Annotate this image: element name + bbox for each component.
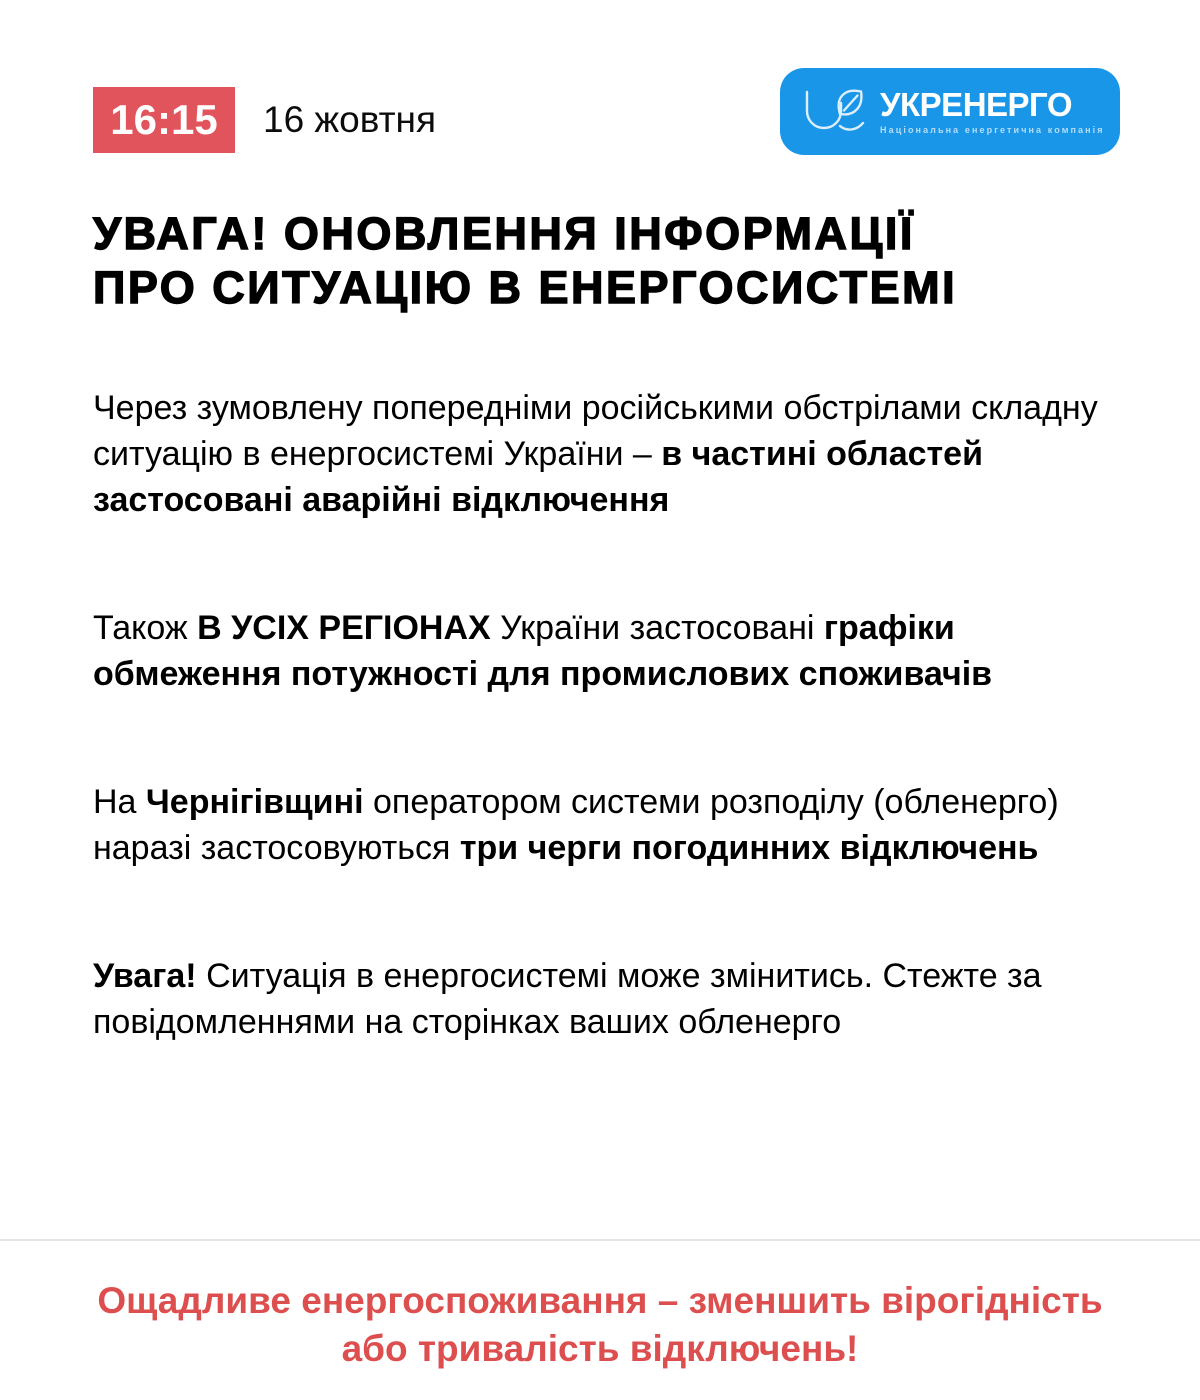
page-title-line2: ПРО СИТУАЦІЮ В ЕНЕРГОСИСТЕМІ — [93, 262, 958, 313]
header — [0, 0, 1200, 155]
footer-message-line1: Ощадливе енергоспоживання – зменшить вірогідність — [97, 1280, 1103, 1321]
time-date-group — [93, 87, 436, 153]
time-badge: 16:15 — [93, 87, 235, 153]
paragraph-industrial-limits: Також В УСІХ РЕГІОНАХ України застосовані графіки обмеження потужності для промислових споживачів — [93, 609, 993, 693]
paragraph-follow-updates: Увага! Ситуація в енергосистемі може змінитись. Стежте за повідомленнями на сторінках ваших обленерго — [93, 957, 1042, 1041]
footer — [0, 1239, 1200, 1373]
page-title-line1: УВАГА! ОНОВЛЕННЯ ІНФОРМАЦІЇ — [93, 208, 915, 259]
paragraph-emergency-outages: Через зумовлену попередніми російськими обстрілами складну ситуацію в енергосистемі України – в частині областей застосовані аварійні відключення — [93, 389, 1098, 519]
logo-textblock — [880, 88, 1105, 135]
page-title — [93, 207, 1200, 315]
ukrenergo-logo — [780, 68, 1120, 155]
date-label: 16 жовтня — [263, 99, 437, 140]
ukrenergo-leaf-u-icon — [798, 83, 872, 141]
announcement-body — [93, 385, 1107, 1045]
logo-tagline: Національна енергетична компанія — [880, 125, 1105, 135]
footer-message — [0, 1277, 1200, 1373]
divider — [0, 1239, 1200, 1241]
logo-name: УКРЕНЕРГО — [880, 86, 1072, 123]
paragraph-chernihiv-queues: На Чернігівщині оператором системи розподілу (обленерго) наразі застосовуються три черги погодинних відключень — [93, 783, 1059, 867]
footer-message-line2: або тривалість відключень! — [341, 1328, 859, 1369]
